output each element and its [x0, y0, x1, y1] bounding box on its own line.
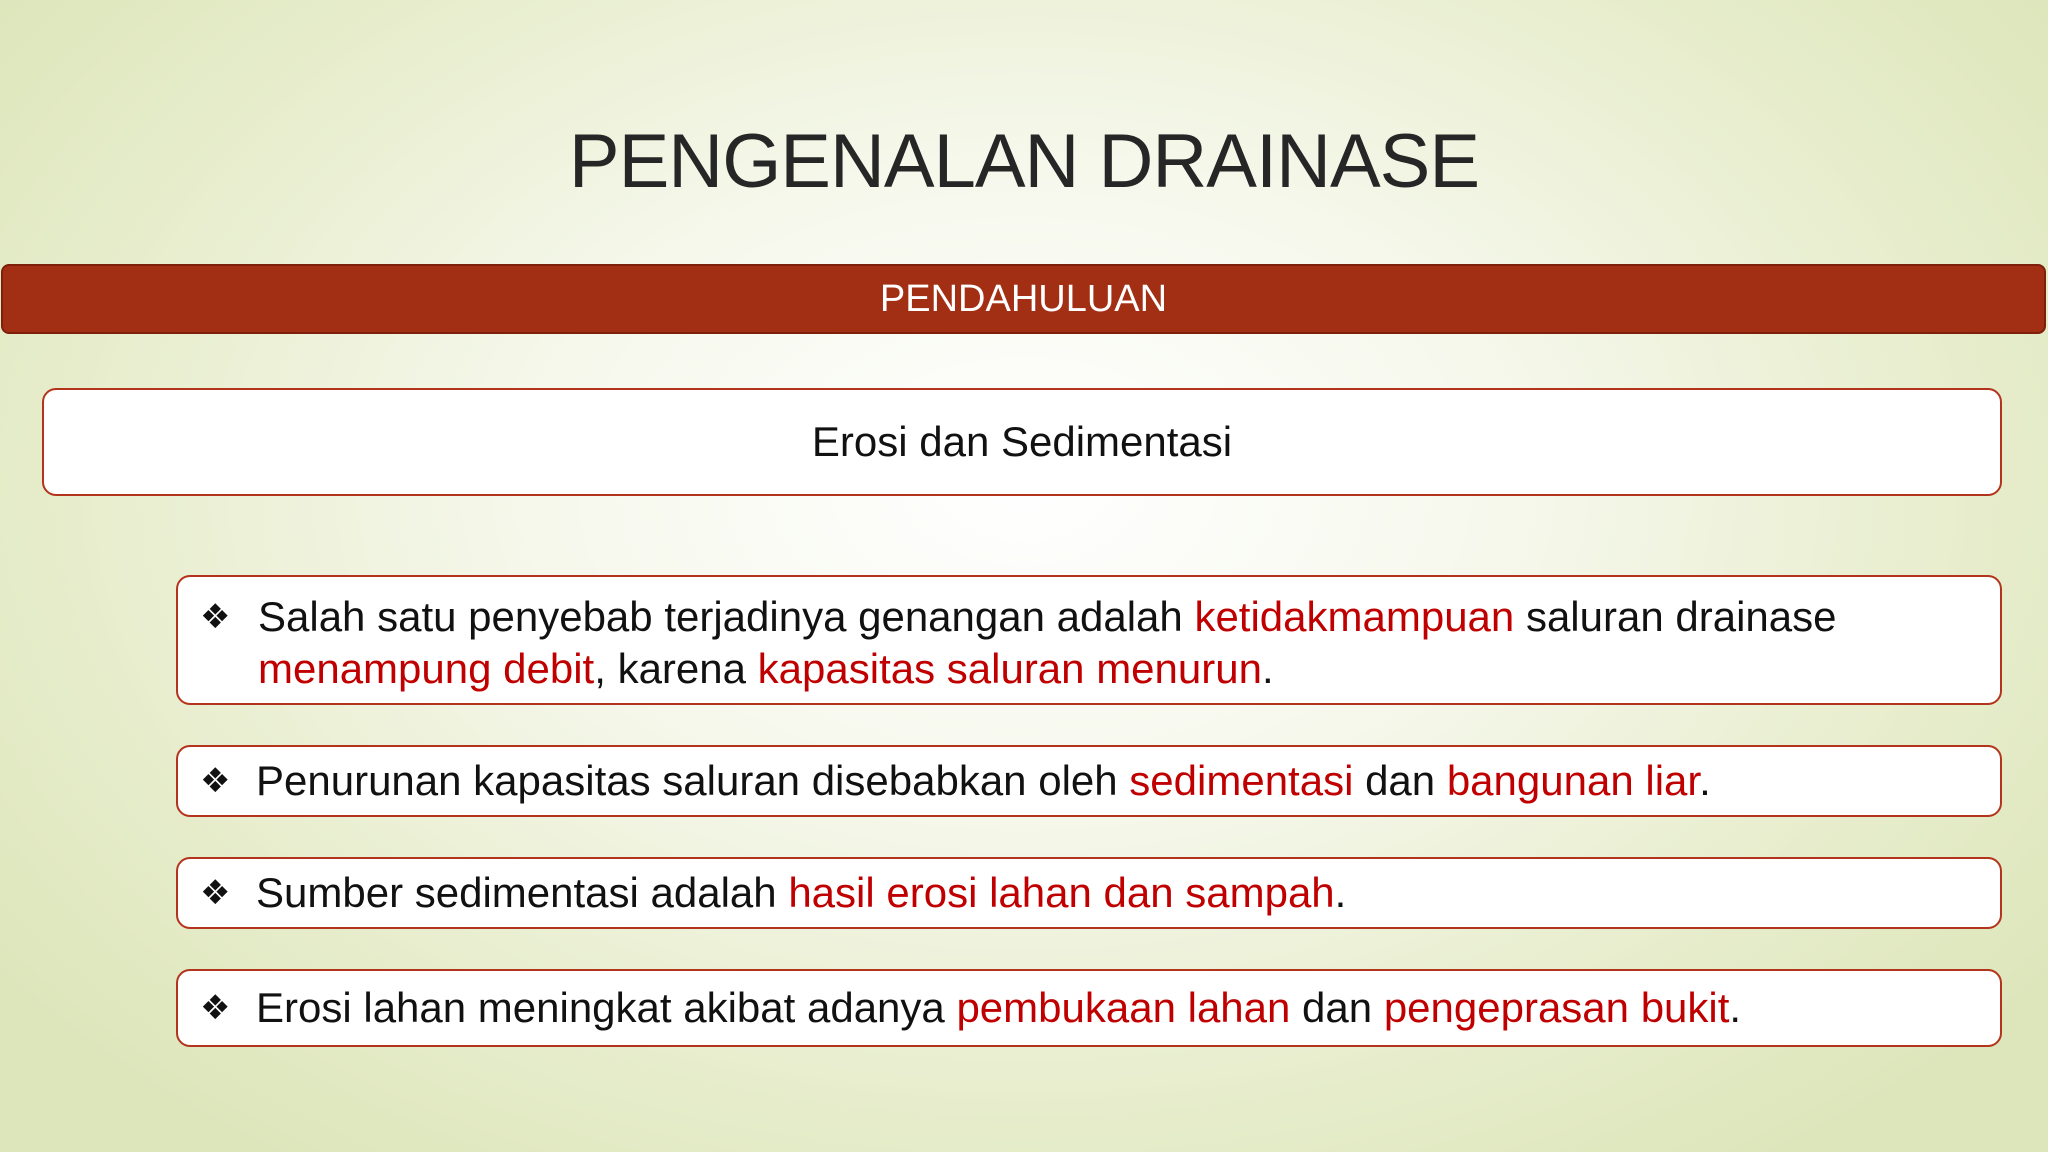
section-banner-label: PENDAHULUAN: [879, 278, 1168, 320]
highlight-segment: pengeprasan bukit: [1383, 984, 1730, 1031]
text-segment: Sumber sedimentasi adalah: [256, 869, 789, 916]
subtitle-box: [42, 388, 2002, 496]
diamond-bullet-icon: ❖: [200, 874, 231, 912]
highlight-segment: menampung debit: [258, 645, 595, 692]
text-segment: Penurunan kapasitas saluran disebabkan oleh: [256, 757, 1130, 804]
text-segment: .: [1729, 984, 1742, 1031]
highlight-segment: ketidakmampuan: [1194, 593, 1515, 640]
text-segment: .: [1334, 869, 1347, 916]
highlight-segment: pembukaan lahan: [956, 984, 1291, 1031]
text-segment: dan: [1353, 757, 1447, 804]
slide-title: PENGENALAN DRAINASE: [568, 119, 1480, 204]
diamond-bullet-icon: ❖: [200, 989, 231, 1027]
text-segment: Erosi lahan meningkat akibat adanya: [256, 984, 957, 1031]
bullet-text: [256, 984, 1741, 1031]
bullet-text: [256, 869, 1346, 916]
diamond-bullet-icon: ❖: [200, 598, 231, 636]
text-segment: , karena: [594, 645, 758, 692]
bullet-point-3: [176, 857, 2002, 929]
highlight-segment: kapasitas saluran menurun: [757, 645, 1262, 692]
bullet-text: [258, 593, 1836, 692]
highlight-segment: sedimentasi: [1129, 757, 1354, 804]
bullet-point-2: [176, 745, 2002, 817]
section-banner: [1, 264, 2046, 334]
bullet-point-4: [176, 969, 2002, 1047]
text-segment: .: [1261, 645, 1274, 692]
diamond-bullet-icon: ❖: [200, 762, 231, 800]
subtitle-text: Erosi dan Sedimentasi: [811, 418, 1233, 465]
text-segment: .: [1699, 757, 1711, 804]
bullet-text: [256, 757, 1711, 804]
highlight-segment: bangunan liar: [1446, 757, 1700, 804]
bullet-point-1: [176, 575, 2002, 705]
text-segment: Salah satu penyebab terjadinya genangan adalah: [258, 593, 1195, 640]
text-segment: saluran drainase: [1514, 593, 1837, 640]
text-segment: dan: [1290, 984, 1384, 1031]
highlight-segment: hasil erosi lahan dan sampah: [788, 869, 1335, 916]
